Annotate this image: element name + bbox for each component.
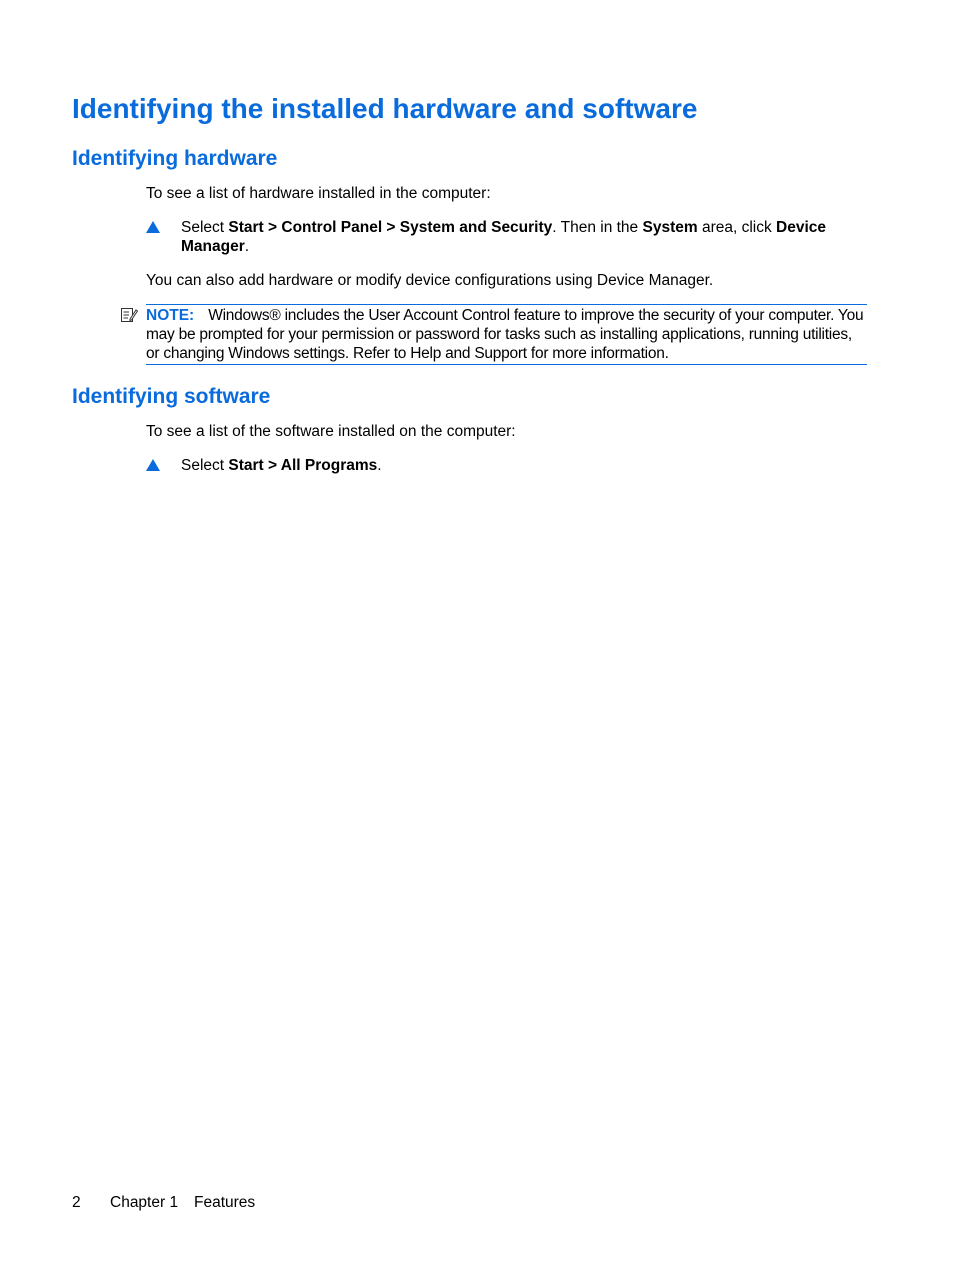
- menu-path: Start > Control Panel > System and Security: [228, 219, 553, 236]
- triangle-bullet-icon: [146, 459, 160, 471]
- step-text-part: Select: [181, 457, 229, 474]
- note-pencil-icon: [120, 306, 138, 324]
- software-step-text: [181, 456, 866, 475]
- device-manager-label: Device Manager: [181, 219, 827, 255]
- note-label: NOTE:: [146, 307, 195, 324]
- page-number: 2: [72, 1194, 81, 1211]
- step-text-part: .: [377, 457, 382, 474]
- hardware-step-text: [181, 218, 866, 256]
- menu-path: Start > All Programs: [228, 457, 378, 474]
- software-intro: To see a list of the software installed on the computer:: [146, 423, 516, 440]
- section-heading-hardware: Identifying hardware: [72, 147, 278, 170]
- step-text-part: Select: [181, 219, 229, 236]
- step-text-part: . Then in the: [552, 219, 643, 236]
- hardware-step: [146, 218, 866, 256]
- software-step: [146, 456, 866, 475]
- hardware-intro: To see a list of hardware installed in the computer:: [146, 185, 491, 202]
- step-text-part: area, click: [697, 219, 777, 236]
- section-heading-software: Identifying software: [72, 385, 271, 408]
- chapter-title: Features: [194, 1194, 256, 1211]
- area-name: System: [642, 219, 698, 236]
- hardware-extra-text: You can also add hardware or modify device configurations using Device Manager.: [146, 272, 714, 289]
- note-text: Windows® includes the User Account Control feature to improve the security of your computer. You may be prompted for your permission or password for tasks such as installing applications, running utilities, or changing Windows settings. Refer to Help and Support for more information.: [146, 307, 864, 362]
- triangle-bullet-icon: [146, 221, 160, 233]
- chapter-label: Chapter 1: [110, 1194, 179, 1211]
- page-title: Identifying the installed hardware and software: [72, 93, 698, 124]
- note-box: [146, 304, 867, 365]
- step-text-part: .: [244, 238, 250, 255]
